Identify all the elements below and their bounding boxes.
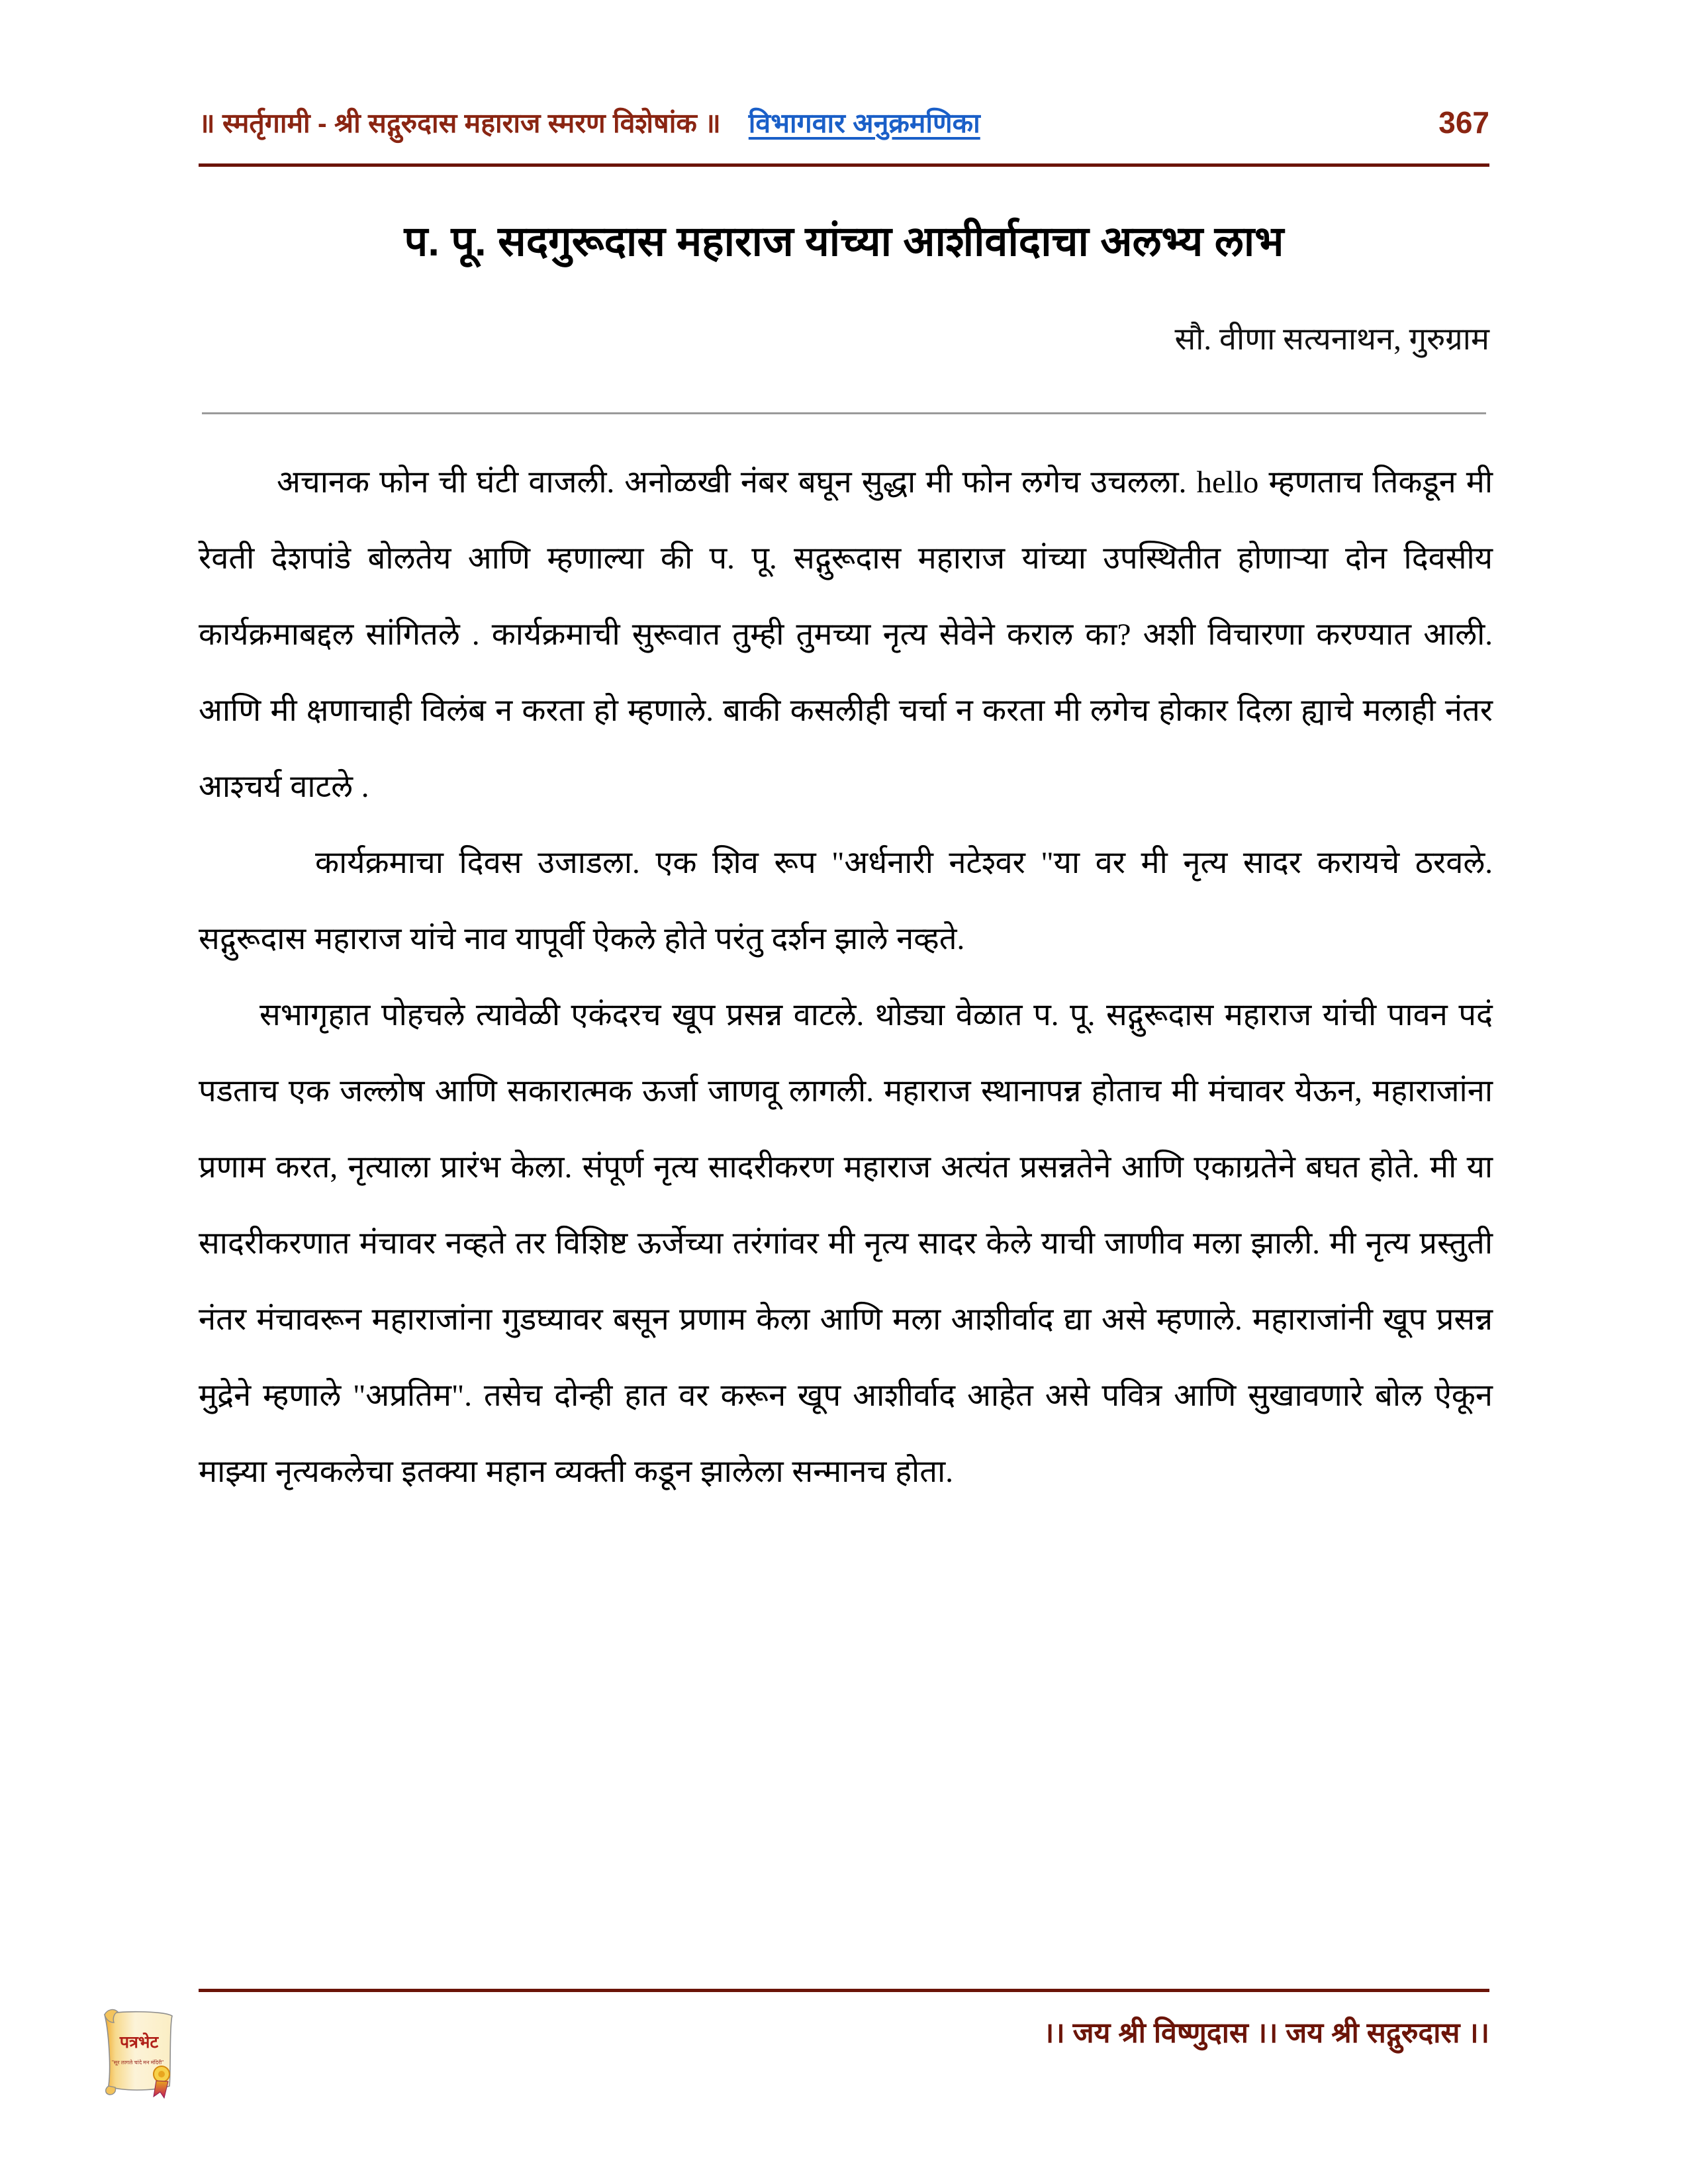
header-divider bbox=[199, 163, 1489, 167]
paragraph: अचानक फोन ची घंटी वाजली. अनोळखी नंबर बघून सुद्धा मी फोन लगेच उचलला. hello म्हणताच तिकडून मी रेवती देशपांडे बोलतेय आणि म्हणाल्या की प. पू. सद्गुरूदास महाराज यांच्या उपस्थितीत होणाऱ्या दोन दिवसीय कार्यक्रमाबद्दल सांगितले . कार्यक्रमाची सुरूवात तुम्ही तुमच्या नृत्य सेवेने कराल का? अशी विचारणा करण्यात आली. आणि मी क्षणाचाही विलंब न करता हो म्हणाले. बाकी कसलीही चर्चा न करता मी लगेच होकार दिला ह्याचे मलाही नंतर आश्चर्य वाटले . bbox=[199, 465, 1493, 804]
svg-text:"सूर लागले चांदे मन मंदिरी": "सूर लागले चांदे मन मंदिरी" bbox=[111, 2060, 164, 2066]
magazine-title: ॥ स्मर्तृगामी - श्री सद्गुरुदास महाराज स्मरण विशेषांक ॥ bbox=[199, 108, 721, 138]
paragraph: सभागृहात पोहचले त्यावेळी एकंदरच खूप प्रसन्न वाटले. थोड्या वेळात प. पू. सद्गुरूदास महाराज यांची पावन पदं पडताच एक जल्लोष आणि सकारात्मक ऊर्जा जाणवू लागली. महाराज स्थानापन्न होताच मी मंचावर येऊन, महाराजांना प्रणाम करत, नृत्याला प्रारंभ केला. संपूर्ण नृत्य सादरीकरण महाराज अत्यंत प्रसन्नतेने आणि एकाग्रतेने बघत होते. मी या सादरीकरणात मंचावर नव्हते तर विशिष्ट ऊर्जेच्या तरंगांवर मी नृत्य सादर केले याची जाणीव मला झाली. मी नृत्य प्रस्तुती नंतर मंचावरून महाराजांना गुडघ्यावर बसून प्रणाम केला आणि मला आशीर्वाद द्या असे म्हणाले. महाराजांनी खूप प्रसन्न मुद्रेने म्हणाले "अप्रतिम". तसेच दोन्ही हात वर करून खूप आशीर्वाद आहेत असे पवित्र आणि सुखावणारे बोल ऐकून माझ्या नृत्यकलेचा इतक्या महान व्यक्ती कडून झालेला सन्मानच होता. bbox=[199, 998, 1493, 1489]
footer-divider bbox=[199, 1989, 1489, 1992]
article-byline: सौ. वीणा सत्यनाथन, गुरुग्राम bbox=[1174, 322, 1489, 357]
footer-blessing: ।। जय श्री विष्णुदास ।। जय श्री सद्गुरुदास ।। bbox=[1043, 2017, 1489, 2049]
patrabhet-scroll-icon bbox=[85, 2000, 191, 2099]
article-body bbox=[199, 445, 1493, 1510]
page-number: 367 bbox=[1438, 105, 1489, 140]
paragraph: कार्यक्रमाचा दिवस उजाडला. एक शिव रूप "अर्धनारी नटेश्वर "या वर मी नृत्य सादर करायचे ठरवले. सद्गुरूदास महाराज यांचे नाव यापूर्वी ऐकले होते परंतु दर्शन झाले नव्हते. bbox=[199, 846, 1493, 956]
byline-divider bbox=[202, 412, 1486, 414]
svg-text:पत्रभेट: पत्रभेट bbox=[119, 2033, 159, 2052]
page-title: प. पू. सदगुरूदास महाराज यांच्या आशीर्वादाचा अलभ्य लाभ bbox=[404, 218, 1284, 265]
index-link[interactable]: विभागवार अनुक्रमणिका bbox=[748, 108, 980, 138]
page-header bbox=[199, 93, 1489, 152]
